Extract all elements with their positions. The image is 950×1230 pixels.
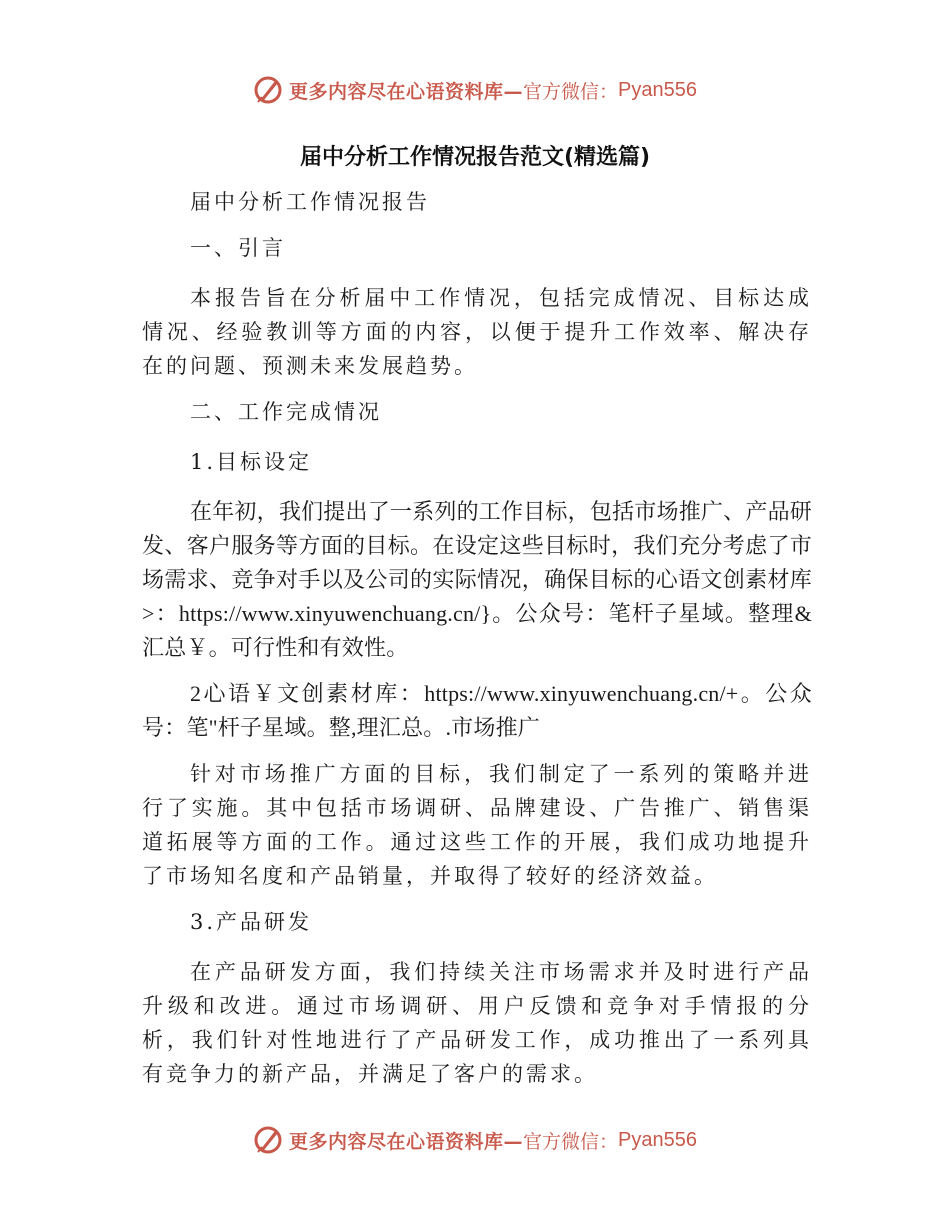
banner-wechat-id: Pyan556 (618, 78, 697, 101)
paragraph-market-promo-heading: 2心语￥文创素材库：https://www.xinyuwenchuang.cn/+。公众号：笔"杆子星域。整,理汇总。.市场推广 (142, 681, 812, 740)
quill-logo-icon (253, 1125, 283, 1155)
paragraph-subtitle: 届中分析工作情况报告 (190, 190, 430, 214)
banner-text: 更多内容尽在心语资料库— (289, 1130, 524, 1153)
banner-wechat-label: 官方微信： (523, 80, 619, 103)
section-heading-intro: 一、引言 (190, 236, 286, 260)
document-title: 届中分析工作情况报告范文(精选篇) (299, 145, 651, 170)
paragraph-market-promo: 针对市场推广方面的目标，我们制定了一系列的策略并进行了实施。其中包括市场调研、品牌建设、广告推广、销售渠道拓展等方面的工作。通过这些工作的开展，我们成功地提升了市场知名度和产品销量，并取得了较好的经济效益。 (142, 762, 812, 888)
header-banner (0, 70, 950, 110)
subheading-goal-setting: 1.目标设定 (190, 450, 313, 474)
document-body (142, 185, 812, 1103)
paragraph-intro: 本报告旨在分析届中工作情况，包括完成情况、目标达成情况、经验教训等方面的内容，以便于提升工作效率、解决存在的问题、预测未来发展趋势。 (142, 286, 812, 378)
subheading-product-rd: 3.产品研发 (190, 910, 313, 934)
footer-banner (0, 1120, 950, 1160)
quill-logo-icon (253, 75, 283, 105)
section-heading-completion: 二、工作完成情况 (190, 400, 382, 424)
banner-text: 更多内容尽在心语资料库— (289, 80, 524, 103)
banner-wechat-label: 官方微信： (523, 1130, 619, 1153)
paragraph-product-rd: 在产品研发方面，我们持续关注市场需求并及时进行产品升级和改进。通过市场调研、用户反馈和竞争对手情报的分析，我们针对性地进行了产品研发工作，成功推出了一系列具有竞争力的新产品，并满足了客户的需求。 (142, 960, 812, 1086)
paragraph-goal-setting: 在年初，我们提出了一系列的工作目标，包括市场推广、产品研发、客户服务等方面的目标。在设定这些目标时，我们充分考虑了市场需求、竞争对手以及公司的实际情况，确保目标的心语文创素材库>：https://www.xinyuwenchuang.cn/}。公众号：笔杆子星域。整理&汇总￥。可行性和有效性。 (142, 499, 812, 660)
banner-wechat-id: Pyan556 (618, 1128, 697, 1151)
